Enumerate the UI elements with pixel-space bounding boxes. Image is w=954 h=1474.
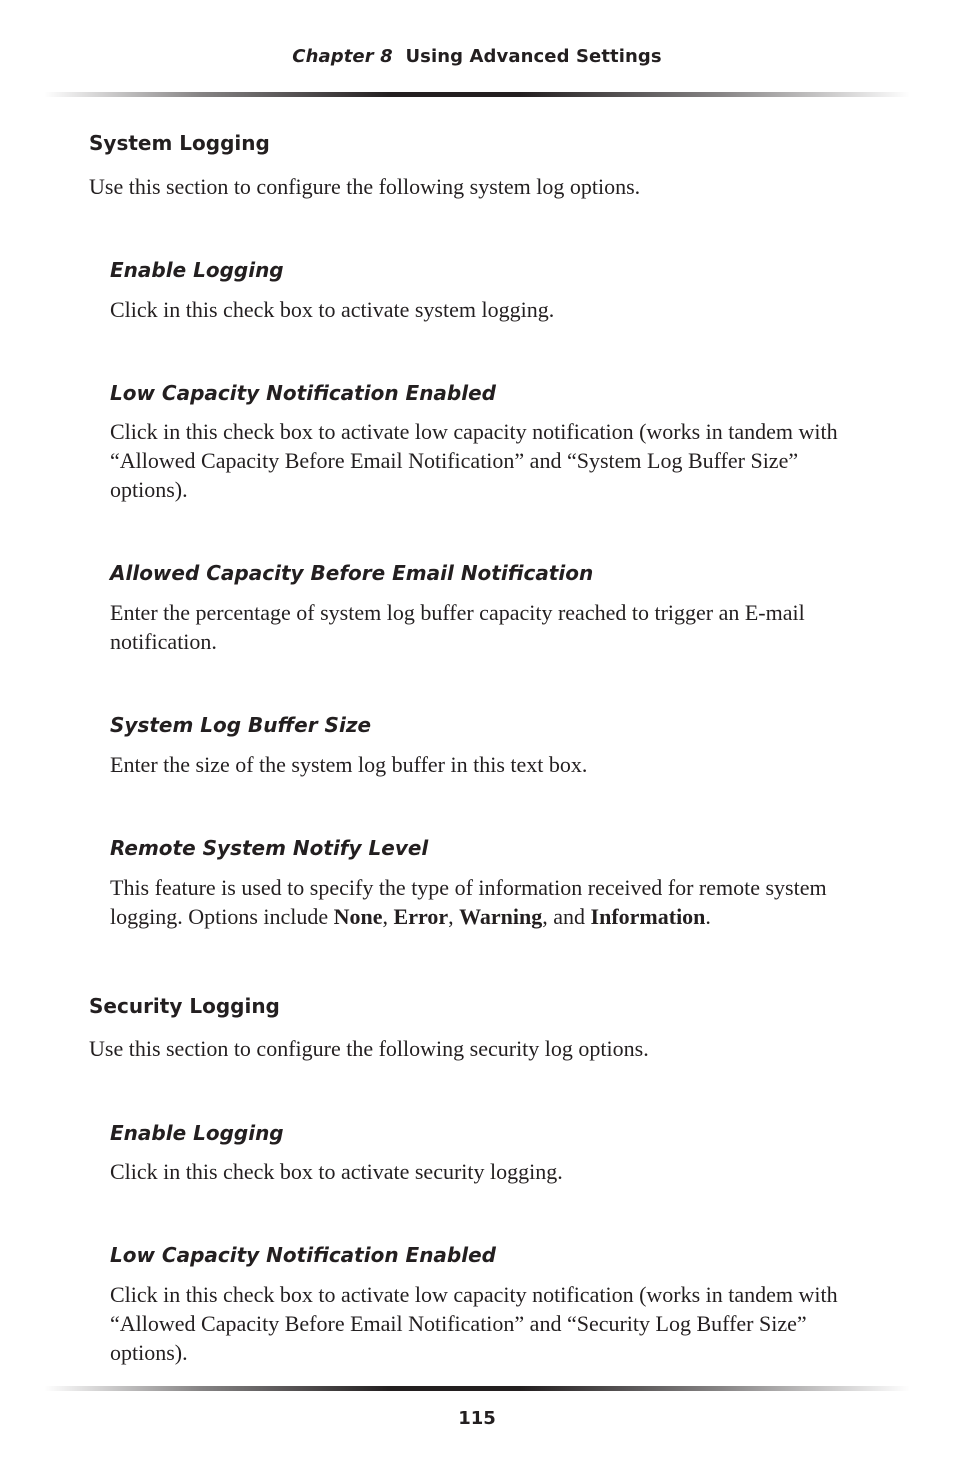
section-heading-system-logging: System Logging — [89, 131, 270, 155]
option-information: Information — [590, 904, 706, 929]
subheading-low-capacity-notification-security: Low Capacity Notification Enabled — [110, 1243, 496, 1267]
subheading-enable-logging: Enable Logging — [110, 258, 284, 282]
separator: , and — [542, 904, 591, 929]
paragraph-low-capacity-notification: Click in this check box to activate low capacity notification (works in tandem with “Allowed Capacity Before Email Notification” and “System Log Buffer Size” options). — [110, 419, 838, 502]
sentence-end: . — [705, 904, 711, 929]
chapter-title: Using Advanced Settings — [405, 46, 662, 67]
option-none: None — [333, 904, 383, 929]
separator: , — [448, 904, 460, 929]
paragraph-enable-logging-security: Click in this check box to activate security logging. — [110, 1159, 563, 1184]
subheading-remote-system-notify-level: Remote System Notify Level — [110, 836, 429, 860]
footer-rule — [44, 1386, 910, 1391]
option-warning: Warning — [459, 904, 543, 929]
header-rule — [44, 92, 910, 97]
paragraph-enable-logging: Click in this check box to activate system logging. — [110, 297, 555, 322]
subheading-system-log-buffer-size: System Log Buffer Size — [110, 713, 372, 737]
chapter-label: Chapter 8 — [292, 46, 393, 67]
paragraph-remote-system-notify-level — [110, 873, 880, 931]
section-intro-security-logging: Use this section to configure the following security log options. — [89, 1036, 649, 1061]
page-number: 115 — [458, 1408, 496, 1429]
subheading-enable-logging-security: Enable Logging — [110, 1121, 284, 1145]
notify-level-text: This feature is used to specify the type of information received for remote system logging. Options include — [110, 875, 827, 929]
running-header — [0, 46, 954, 67]
subheading-low-capacity-notification: Low Capacity Notification Enabled — [110, 381, 496, 405]
paragraph-low-capacity-notification-security: Click in this check box to activate low capacity notification (works in tandem with “Allowed Capacity Before Email Notification” and “Security Log Buffer Size” options). — [110, 1282, 838, 1365]
section-heading-security-logging: Security Logging — [89, 994, 280, 1018]
option-error: Error — [393, 904, 449, 929]
separator: , — [382, 904, 394, 929]
subheading-allowed-capacity: Allowed Capacity Before Email Notification — [110, 561, 594, 585]
paragraph-allowed-capacity: Enter the percentage of system log buffer capacity reached to trigger an E-mail notification. — [110, 600, 805, 654]
section-intro-system-logging: Use this section to configure the following system log options. — [89, 174, 641, 199]
paragraph-system-log-buffer-size: Enter the size of the system log buffer in this text box. — [110, 752, 588, 777]
